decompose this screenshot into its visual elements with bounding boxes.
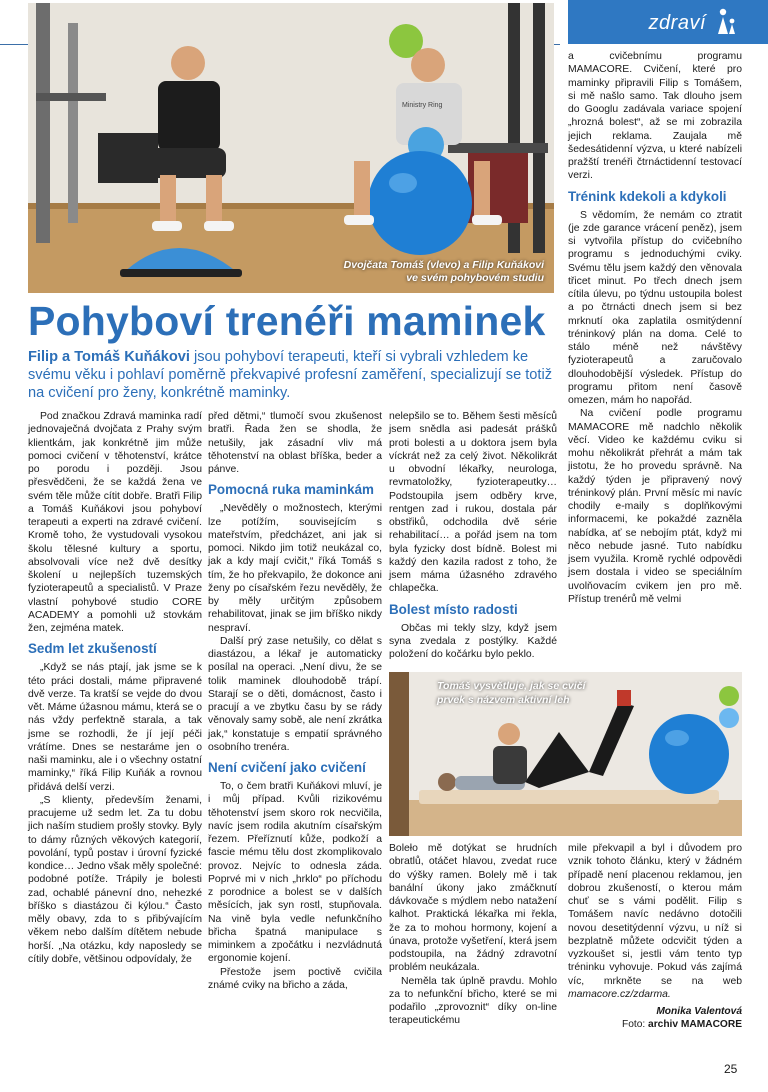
paragraph: „Nevěděly o možnostech, kterými lze potížím, souvisejícím s mateřstvím, předcházet, ani jak si pomoci. Nikdo jim totiž neukázal co, jak a kdy mají cvičit,“ říká Tomáš s tím, že ho překvapilo, že dokonce ani ženy po císařském řezu nevěděly, že by měly určitým způsobem rehabilitovat, jinak se jim bříško nikdy nespraví. [208,503,382,634]
credit-prefix: Foto: [621,1019,649,1030]
paragraph: „S klienty, především ženami, pracujeme už sedm let. Za tu dobu jich naším studiem prošly stovky. Byly to dámy různých věkových kategorií, povolání, typů postav i úrovní fyzické kondice… Jedno však měly společné: podobné potíže. Trápily je bolesti zad, ochablé pánevní dno, nehezké bříško s diastázou či kýlou.“ Často měly obavy, zda to s přibývajícím věkem nebo dalším dítětem nebude horší. „Na otázku, kdy naposledy se cítily dobře, většinou odpovídaly, že [28,794,202,965]
column-4-continued [568,842,742,1031]
exercise-caption [437,680,585,707]
subheading: Trénink kdekoli a kdykoli [568,188,727,204]
article-headline: Pohyboví trenéři maminek [28,298,546,344]
subheading: Není cvičení jako cvičení [208,760,366,775]
subheading: Bolest místo radosti [389,601,518,617]
column-1 [28,410,202,966]
mother-child-icon [714,8,738,36]
hero-caption [344,259,544,285]
paragraph: Pod značkou Zdravá maminka radí jednovaječná dvojčata z Prahy svým klientkám, jak konkrétně jim může pomoci cvičení v těhotenství, krátce po porodu i později. Jsou přesvědčeni, že se každá žena ve svém těle může cítit dobře. Bratři Filip a Tomáš Kuňákovi jsou pohyboví terapeuti a experti na zdravé cvičení. Kromě toho, že vystudovali vysokou školu tělesné kultury a sportu, absolvovali více než dvě desítky školení u nejlepších tuzemských fyzioterapeutů a specialistů. V Praze vlastní pohybové studio CORE ACADEMY a pomohli už stovkám žen, zejména matek. [28,411,202,634]
column-2 [208,410,382,992]
paragraph: před dětmi,“ tlumočí svou zkušenost bratři. Řada žen se shodla, že netušily, jak zásadní vliv má těhotenství na oblast bříška, beder a pánve. [208,411,382,475]
credit-name: archiv MAMACORE [648,1019,742,1030]
paragraph: Neměla tak úplně pravdu. Mohlo za to nefunkční břicho, které se mi podařilo „zprovoznit“ díky on-line terapeutickému [389,975,557,1027]
lead-names: Filip a Tomáš Kuňákovi [28,349,190,365]
paragraph: To, o čem bratři Kuňákovi mluví, je i můj případ. Kvůli rizikovému těhotenství jsem skoro rok necvičila, navíc jsem rodila akutním císařským řezem. Přeříznutí kůže, podkoží a fascie mému tělu dost zkomplikovalo provoz. Nejvíc to odnesla záda. Poprvé mi v nich „hrklo“ po příchodu z porodnice a bolest se v dalších měsících, jak syn rostl, stupňovala. Na vině byla vedle nefunkčního břicha špatná manipulace s miminkem a zpočátku i nezvládnutá ergonomie kojení. [208,781,382,965]
paragraph [568,842,742,1001]
column-3 [389,410,557,661]
subheading: Pomocná ruka maminkám [208,482,374,498]
article-lead [28,348,558,402]
hero-photo [28,3,554,293]
hero-caption-line2: ve svém pohybovém studiu [406,271,544,284]
paragraph: Na cvičení podle programu MAMACORE mě nadchlo několik věcí. Video ke každému cviku si mohu několikrát přehrát a mám tak jistotu, že ho provedu správně. Na každý týden je připravený nový tréninkový plán. První měsíc mi navíc chodily e-maily s doplňkovými informacemi, ke pokaždé zazněla nabídka, ať se nebojím ptát, když mi něco nebude jasné. Tuto nabídku jsem využila. Kromě rychlé odpovědi jsem dostala i video se speciálním uvolňovacím cvikem jen pro mě. Přístup trenérů mě velmi [568,408,742,605]
closing-text: mile překvapil a byl i důvodem pro vznik tohoto článku, který v žádném případě není placenou reklamou, jen dobrou zkušeností, o kterou mám chuť se s vámi podělit. Filip s Tomášem navíc nedávno dotočili novou desetitýdenní výzvu, u níž si bezplatně můžete odcvičit týden a vyzkoušet si, jestli vám tento typ tréninku vyhovuje. Pokud vás zajímá víc, mrkněte se na web [568,843,742,987]
section-label: zdraví [648,12,706,34]
page-number: 25 [724,1062,738,1076]
paragraph: nelepšilo se to. Během šesti měsíců jsem snědla asi padesát prášků proti bolesti a u doktora jsem byla víckrát než za celý život. Několikrát u obvodní lékařky, neurologa, revmatoložky, fyzioterapeutky… Podstoupila jsem odběry krve, rentgen zad i rukou, dostala pár obstřiků, odchodila dvě série rehabilitací… a pořád jsem na tom byla fyzicky dost bídně. Bolest mi každý den kazila radost z toho, že jsem máma úžasného zdravého chlapečka. [389,411,557,595]
signature [568,1005,742,1031]
shirt-text: Ministry Ring [402,102,443,109]
paragraph: Boleło mě dotýkat se hrudních obratlů, otáčet hlavou, zvedat ruce do výšky ramen. Bolely mě i tak banální úkony jako zmáčknutí dávkovače s mýdlem nebo natažení kalhot. Praktická lékařka mi řekla, že za to mohou hormony, kojení a únava, protože vyšetření, která jsem podstoupila, na žádný zdravotní problém neukázala. [389,843,557,974]
paragraph: Další prý zase netušily, co dělat s diastázou, a lékař je automaticky posílal na operaci. „Není divu, že se tolik maminek dlouhodobě trápí. Starají se o děti, domácnost, často i pracují a ve zbytku času by se rády věnovaly samy sobě, ale není zkrátka jak,“ konstatuje s empatií správného osobního trenéra. [208,635,382,753]
column-3-continued [389,842,557,1028]
paragraph: S vědomím, že nemám co ztratit (je zde garance vrácení peněz), jsem si vytvořila přístup do cvičebního programu s jednoduchými cviky. Svému tělu jsem každý den věnovala třicet minut. Po třech dnech jsem cítila úlevu, po týdnu ustoupila bolest a po čtrnácti dnech jsem si bez mrknutí oka zaplatila osmitýdenní tréninkový plán na doma. Celé to stálo méně než návštěvy fyzioterapeutů a zaručovalo dlouhodobější výsledek. Přístup do programu přitom není časově omezen, mám ho napořád. [568,209,742,406]
paragraph: „Když se nás ptají, jak jsme se k této práci dostali, máme připravené dvě verze. Ta kratší se vejde do dvou vět. Máme úžasnou mámu, která se o nás vždy perfektně starala, a tak jsme se rozhodli, že jí její péči vrátíme. Dnes se nestaráme jen o naši maminku, ale i o všechny ostatní maminky,“ říká Filip Kuňák a rovnou přidává delší verzi. [28,662,202,793]
section-tab [568,0,768,44]
paragraph: Občas mi tekly slzy, když jsem syna zvedala z postýlky. Každé položení do kočárku bylo peklo. [389,622,557,660]
subheading: Sedm let zkušeností [28,641,157,657]
exercise-caption-line1: Tomáš vysvětluje, jak se cvičí [437,680,586,692]
paragraph: a cvičebnímu programu MAMACORE. Cvičení, které pro maminky připravili Filip s Tomášem, si mě našlo samo. Tak dlouho jsem do Googlu zadávala variace spojení „hrozná bolest“, až se mi zobrazila jejich reklama. Zaujala mě šedesátidenní výzva, u které nabízeli pražští trenéři čtrnáctidenní testovací verzi. [568,51,742,182]
lead-rest: jsou pohyboví terapeuti, kteří si vybrali vzhledem ke svému věku i pohlaví poměrně překvapivé profesní zaměření, specializují se totiž na cvičení pro ženy, konkrétně maminky. [28,349,553,401]
hero-caption-line1: Dvojčata Tomáš (vlevo) a Filip Kuňákovi [343,258,544,271]
paragraph: Přestože jsem poctivě cvičila známé cviky na břicho a záda, [208,966,382,991]
exercise-photo [389,672,742,836]
exercise-caption-line2: prvek s názvem aktivní leh [437,693,570,706]
photo-credit [568,1018,742,1031]
web-link[interactable]: mamacore.cz/zdarma. [568,988,671,1000]
hero-illustration [28,3,554,293]
author-name: Monika Valentová [656,1006,742,1017]
column-4 [568,50,742,606]
